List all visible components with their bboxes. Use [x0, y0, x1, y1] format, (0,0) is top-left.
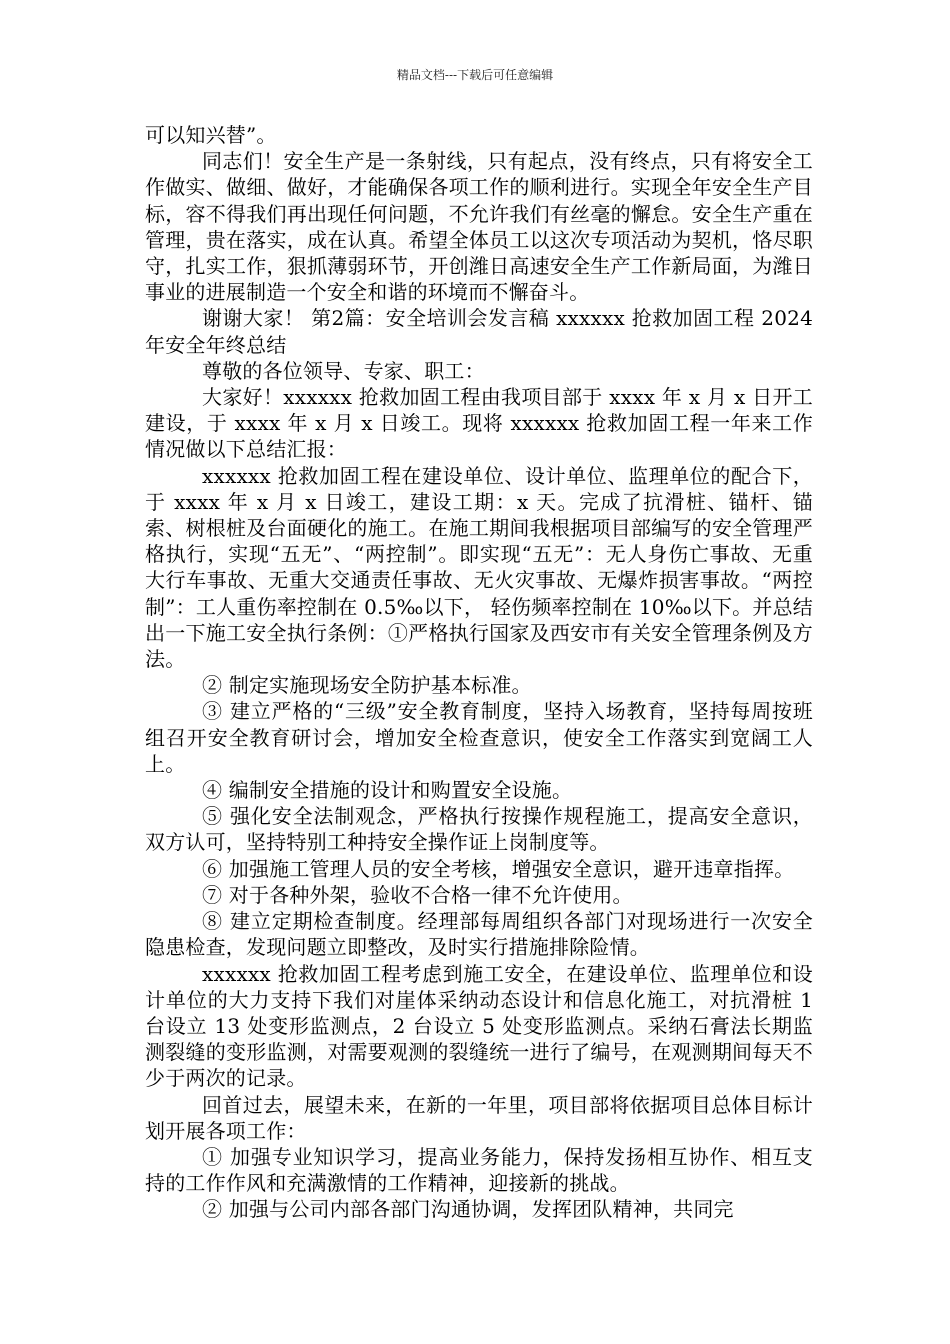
- document-body: [145, 122, 813, 1223]
- list-item: ⑤ 强化安全法制观念，严格执行按操作规程施工，提高安全意识，双方认可，坚持特别工种持安全操作证上岗制度等。: [145, 804, 813, 855]
- paragraph: xxxxxx 抢救加固工程考虑到施工安全，在建设单位、监理单位和设计单位的大力支持下我们对崖体采纳动态设计和信息化施工，对抗滑桩 1 台设立 13 处变形监测点，2 台设立 5 处变形监测点。采纳石膏法长期监测裂缝的变形监测，对需要观测的裂缝统一进行了编号，在观测期间每天不少于两次的记录。: [145, 961, 813, 1091]
- list-item: ① 加强专业知识学习，提高业务能力，保持发扬相互协作、相互支持的工作作风和充满激情的工作精神，迎接新的挑战。: [145, 1144, 813, 1196]
- list-item: ⑦ 对于各种外架，验收不合格一律不允许使用。: [202, 882, 633, 907]
- paragraph-salutation: 尊敬的各位领导、专家、职工：: [202, 358, 485, 383]
- list-item: ⑧ 建立定期检查制度。经理部每周组织各部门对现场进行一次安全隐患检查，发现问题立即整改，及时实行措施排除险情。: [145, 909, 813, 960]
- paragraph: 同志们！安全生产是一条射线，只有起点，没有终点，只有将安全工作做实、做细、做好，才能确保各项工作的顺利进行。实现全年安全生产目标，容不得我们再出现任何问题，不允许我们有丝毫的懈怠。安全生产重在管理，贵在落实，成在认真。希望全体员工以这次专项活动为契机，恪尽职守，扎实工作，狠抓薄弱环节，开创潍日高速安全生产工作新局面，为潍日事业的进展制造一个安全和谐的环境而不懈奋斗。: [145, 149, 813, 305]
- paragraph: 大家好！xxxxxx 抢救加固工程由我项目部于 xxxx 年 x 月 x 日开工建设，于 xxxx 年 x 月 x 日竣工。现将 xxxxxx 抢救加固工程一年来工作情况做以下总结汇报：: [145, 385, 813, 462]
- page-header: 精品文档---下载后可任意编辑: [396, 68, 554, 82]
- list-item: ② 加强与公司内部各部门沟通协调，发挥团队精神，共同完: [202, 1197, 734, 1222]
- list-item: ⑥ 加强施工管理人员的安全考核，增强安全意识，避开违章指挥。: [202, 856, 795, 881]
- list-item: ③ 建立严格的“三级”安全教育制度，坚持入场教育，坚持每周按班组召开安全教育研讨会，增加安全检查意识，使安全工作落实到宽阔工人上。: [145, 699, 813, 776]
- list-item: ④ 编制安全措施的设计和购置安全设施。: [202, 778, 573, 803]
- paragraph: 回首过去，展望未来，在新的一年里，项目部将依据项目总体目标计划开展各项工作：: [145, 1092, 813, 1143]
- paragraph: 可以知兴替”。: [145, 123, 277, 147]
- list-item: ② 制定实施现场安全防护基本标准。: [202, 673, 532, 698]
- paragraph-section-title: 谢谢大家！ 第2篇：安全培训会发言稿 xxxxxx 抢救加固工程 2024年安全年终总结: [145, 306, 813, 357]
- paragraph: xxxxxx 抢救加固工程在建设单位、设计单位、监理单位的配合下，于 xxxx 年 x 月 x 日竣工，建设工期：x 天。完成了抗滑桩、锚杆、锚索、树根桩及台面硬化的施工。在施工期间我根据项目部编写的安全管理严格执行，实现“五无”、“两控制”。即实现“五无”：无人身伤亡事故、无重大行车事故、无重大交通责任事故、无火灾事故、无爆炸损害事故。“两控制”：工人重伤率控制在 0.5‰以下， 轻伤频率控制在 10‰以下。并总结出一下施工安全执行条例：①严格执行国家及西安市有关安全管理条例及方法。: [145, 463, 813, 672]
